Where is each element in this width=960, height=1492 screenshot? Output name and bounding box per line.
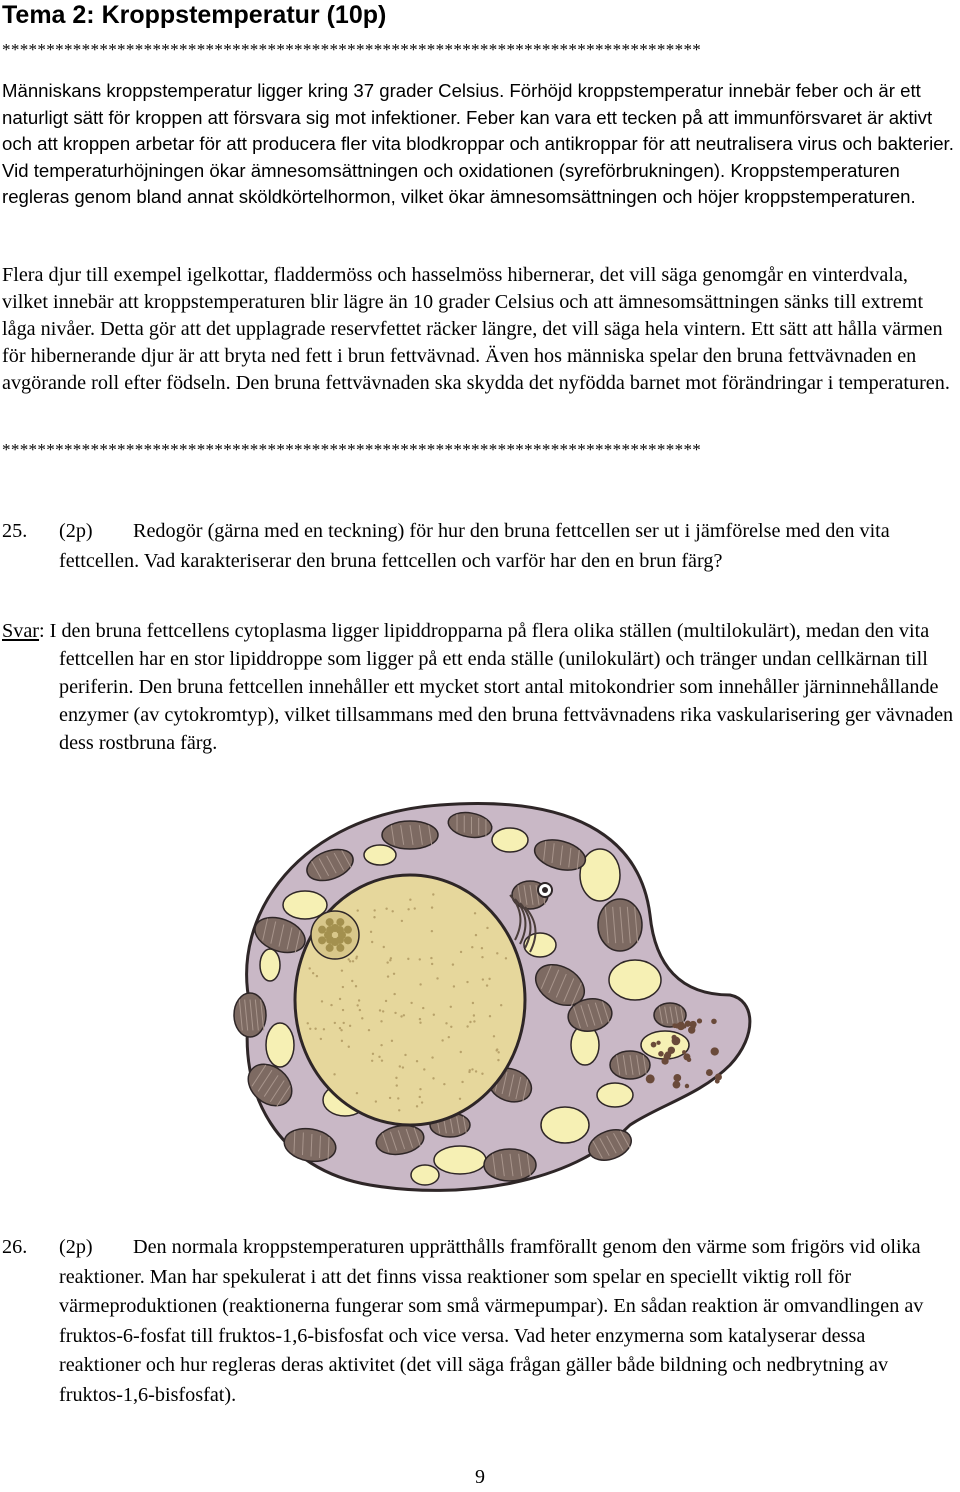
chromatin-dot bbox=[493, 1035, 495, 1037]
chromatin-dot bbox=[321, 1000, 323, 1002]
chromatin-dot bbox=[382, 1010, 384, 1012]
chromatin-dot bbox=[431, 963, 433, 965]
chromatin-dot bbox=[419, 1096, 421, 1098]
tail-granule bbox=[672, 1023, 677, 1028]
chromatin-dot bbox=[430, 957, 432, 959]
page-title: Tema 2: Kroppstemperatur (10p) bbox=[2, 1, 387, 29]
nucleolus-granule bbox=[344, 936, 352, 944]
question-points: (2p) bbox=[59, 520, 93, 542]
chromatin-dot bbox=[334, 1022, 336, 1024]
chromatin-dot bbox=[390, 957, 392, 959]
nucleolus-granule bbox=[326, 918, 334, 926]
chromatin-dot bbox=[371, 1060, 373, 1062]
chromatin-dot bbox=[466, 1025, 468, 1027]
chromatin-dot bbox=[372, 1053, 374, 1055]
chromatin-dot bbox=[407, 908, 409, 910]
nucleolus-granule bbox=[318, 936, 326, 944]
chromatin-dot bbox=[397, 1097, 399, 1099]
answer-body bbox=[2, 617, 957, 757]
tail-granule bbox=[711, 1019, 717, 1025]
chromatin-dot bbox=[373, 916, 375, 918]
nucleolus bbox=[311, 911, 359, 959]
chromatin-dot bbox=[497, 1059, 499, 1061]
answer-text: : I den bruna fettcellens cytoplasma ligger lipiddropparna på flera olika ställen (multilokulärt), medan den vita fettcellen har en stor lipiddroppe som ligger på ett enda ställe (unilokulärt) och tränger undan cellkärnan till periferin. Den bruna fettcellen innehåller ett mycket stort antal mitokondrier som innehåller järninnehållande enzymer (av cytokromtyp), vilket tillsammans med den bruna fettvävnadens rika vaskularisering ger vävnaden dess rostbruna färg. bbox=[39, 620, 954, 754]
question-26 bbox=[2, 1233, 952, 1410]
chromatin-dot bbox=[419, 958, 421, 960]
chromatin-dot bbox=[393, 993, 395, 995]
chromatin-dot bbox=[339, 1027, 341, 1029]
chromatin-dot bbox=[356, 1004, 358, 1006]
chromatin-dot bbox=[445, 1022, 447, 1024]
chromatin-dot bbox=[348, 1046, 350, 1048]
chromatin-dot bbox=[340, 1029, 342, 1031]
nucleolus-granule bbox=[318, 926, 326, 934]
lipid-droplet bbox=[260, 949, 280, 981]
chromatin-dot bbox=[461, 1081, 463, 1083]
question-points: (2p) bbox=[59, 1236, 93, 1258]
chromatin-dot bbox=[342, 986, 344, 988]
chromatin-dot bbox=[381, 1059, 383, 1061]
tail-granule bbox=[715, 1079, 720, 1084]
cell-drawing bbox=[210, 795, 770, 1200]
tail-granule bbox=[658, 1051, 664, 1057]
chromatin-dot bbox=[398, 1109, 400, 1111]
chromatin-dot bbox=[394, 1012, 396, 1014]
chromatin-dot bbox=[416, 1105, 418, 1107]
chromatin-dot bbox=[473, 1014, 475, 1016]
chromatin-dot bbox=[496, 1048, 498, 1050]
chromatin-dot bbox=[385, 1000, 387, 1002]
chromatin-dot bbox=[460, 1051, 462, 1053]
chromatin-dot bbox=[391, 910, 393, 912]
tail-granule bbox=[682, 1025, 686, 1029]
chromatin-dot bbox=[481, 1073, 483, 1075]
chromatin-dot bbox=[473, 1020, 475, 1022]
chromatin-dot bbox=[486, 927, 488, 929]
chromatin-dot bbox=[431, 1056, 433, 1058]
chromatin-dot bbox=[416, 1060, 418, 1062]
chromatin-dot bbox=[471, 1068, 473, 1070]
chromatin-dot bbox=[431, 906, 433, 908]
chromatin-dot bbox=[443, 1083, 445, 1085]
chromatin-dot bbox=[359, 1009, 361, 1011]
chromatin-dot bbox=[385, 908, 387, 910]
chromatin-dot bbox=[410, 1002, 412, 1004]
chromatin-dot bbox=[312, 972, 314, 974]
chromatin-dot bbox=[396, 1084, 398, 1086]
chromatin-dot bbox=[469, 1021, 471, 1023]
chromatin-dot bbox=[395, 1077, 397, 1079]
lipid-droplet bbox=[283, 891, 327, 919]
question-text: Den normala kroppstemperaturen upprätthålls framförallt genom den värme som frigörs vid olika reaktioner. Man har spekulerat i att det finns vissa reaktioner som spelar en speciellt viktig roll för värmeproduktionen (reaktionerna fungerar som små värmepumpar). En sådan reaktion är omvandlingen av fruktos-6-fosfat till fruktos-1,6-bisfosfat och vice versa. Vad heter enzymerna som katalyserar dessa reaktioner och hur regleras deras aktivitet (det vill säga frågan gäller både bildning och nedbrytning av fruktos-1,6-bisfosfat). bbox=[59, 1236, 924, 1406]
chromatin-dot bbox=[320, 1038, 322, 1040]
answer-25 bbox=[2, 617, 957, 757]
chromatin-dot bbox=[453, 985, 455, 987]
chromatin-dot bbox=[308, 967, 310, 969]
tail-granule bbox=[682, 1050, 686, 1054]
chromatin-dot bbox=[339, 998, 341, 1000]
chromatin-dot bbox=[471, 946, 473, 948]
chromatin-dot bbox=[368, 1029, 370, 1031]
chromatin-dot bbox=[333, 1073, 335, 1075]
chromatin-dot bbox=[475, 1070, 477, 1072]
chromatin-dot bbox=[323, 1028, 325, 1030]
chromatin-dot bbox=[371, 941, 373, 943]
lipid-droplet bbox=[266, 1023, 294, 1067]
chromatin-dot bbox=[375, 1100, 377, 1102]
chromatin-dot bbox=[452, 963, 454, 965]
chromatin-dot bbox=[419, 983, 421, 985]
chromatin-dot bbox=[314, 1028, 316, 1030]
tail-granule bbox=[661, 1057, 668, 1064]
chromatin-dot bbox=[486, 984, 488, 986]
chromatin-dot bbox=[401, 920, 403, 922]
chromatin-dot bbox=[355, 985, 357, 987]
chromatin-dot bbox=[409, 898, 411, 900]
chromatin-dot bbox=[423, 1068, 425, 1070]
question-number: 26. bbox=[2, 1236, 28, 1258]
chromatin-dot bbox=[421, 1101, 423, 1103]
chromatin-dot bbox=[399, 1065, 401, 1067]
chromatin-dot bbox=[500, 1004, 502, 1006]
question-25 bbox=[2, 517, 952, 576]
chromatin-dot bbox=[386, 961, 388, 963]
chromatin-dot bbox=[450, 1026, 452, 1028]
tail-granule bbox=[646, 1074, 655, 1083]
chromatin-dot bbox=[407, 958, 409, 960]
tail-granule bbox=[711, 1047, 719, 1055]
chromatin-dot bbox=[380, 1044, 382, 1046]
chromatin-dot bbox=[460, 951, 462, 953]
mitochondrion bbox=[234, 993, 266, 1037]
chromatin-dot bbox=[441, 1039, 443, 1041]
chromatin-dot bbox=[431, 930, 433, 932]
chromatin-dot bbox=[481, 947, 483, 949]
chromatin-dot bbox=[343, 1022, 345, 1024]
chromatin-dot bbox=[496, 952, 498, 954]
chromatin-dot bbox=[433, 1014, 435, 1016]
chromatin-dot bbox=[355, 957, 357, 959]
nucleolus-granule bbox=[336, 926, 344, 934]
question-text: Redogör (gärna med en teckning) för hur den bruna fettcellen ser ut i jämförelse med den vita fettcellen. Vad karakteriserar den bruna fettcellen och varför har den en brun färg? bbox=[59, 520, 890, 572]
chromatin-dot bbox=[436, 977, 438, 979]
chromatin-dot bbox=[373, 909, 375, 911]
chromatin-dot bbox=[351, 980, 353, 982]
chromatin-dot bbox=[349, 1025, 351, 1027]
chromatin-dot bbox=[379, 1009, 381, 1011]
tail-granule bbox=[685, 1084, 689, 1088]
chromatin-dot bbox=[400, 1015, 402, 1017]
chromatin-dot bbox=[393, 973, 395, 975]
tail-granule bbox=[656, 1041, 660, 1045]
nucleolus-granule bbox=[336, 918, 344, 926]
chromatin-dot bbox=[378, 1056, 380, 1058]
chromatin-dot bbox=[432, 893, 434, 895]
chromatin-dot bbox=[448, 1036, 450, 1038]
tail-granule bbox=[651, 1042, 657, 1048]
tail-granule bbox=[672, 1037, 681, 1046]
chromatin-dot bbox=[380, 1020, 382, 1022]
chromatin-dot bbox=[482, 978, 484, 980]
intro-paragraph-1: Människans kroppstemperatur ligger kring 37 grader Celsius. Förhöjd kroppstemperatur innebär feber och är ett naturligt sätt för kroppen att försvara sig mot infektioner. Feber kan vara ett tecken på att immunförsvaret är aktivt och att kroppen arbetar för att producera fler vita blodkroppar och antikroppar för att neutralisera virus och bakterier. Vid temperaturhöjningen ökar ämnesomsättningen och oxidationen (syreförbrukningen). Kroppstemperaturen regleras genom bland annat sköldkörtelhormon, vilket ökar ämnesomsättningen och höjer kroppstemperaturen. bbox=[2, 80, 954, 207]
page-number: 9 bbox=[475, 1466, 485, 1488]
chromatin-dot bbox=[505, 957, 507, 959]
lipid-droplet bbox=[411, 1165, 439, 1185]
tail-granule bbox=[673, 1074, 681, 1082]
lipid-droplet bbox=[597, 1083, 633, 1107]
chromatin-dot bbox=[352, 960, 354, 962]
chromatin-dot bbox=[422, 1007, 424, 1009]
vesicle-core bbox=[542, 887, 548, 893]
chromatin-dot bbox=[488, 978, 490, 980]
intro-paragraph-2: Flera djur till exempel igelkottar, fladdermöss och hasselmöss hibernerar, det vill säga genomgår en vinterdvala, vilket innebär att kroppstemperaturen blir lägre än 10 grader Celsius och att ämnesomsättningen sänks till extremt låga nivåer. Detta gör att det upplagrade reservfettet räcker längre, det vill säga hela vintern. Ett sätt att hålla värmen för hibernerande djur är att bryta ned fett i brun fettvävnad. Även hos människa spelar den bruna fettvävnaden en avgörande roll efter födseln. Den bruna fettvävnaden ska skydda det nyfödda barnet mot förändringar i temperaturen. bbox=[2, 264, 950, 394]
lipid-droplet bbox=[364, 845, 396, 865]
chromatin-dot bbox=[474, 912, 476, 914]
chromatin-dot bbox=[383, 946, 385, 948]
answer-label: Svar bbox=[2, 620, 40, 642]
chromatin-dot bbox=[403, 1014, 405, 1016]
chromatin-dot bbox=[309, 1028, 311, 1030]
chromatin-dot bbox=[475, 934, 477, 936]
mitochondrion bbox=[610, 1051, 650, 1079]
lipid-droplet bbox=[492, 828, 528, 852]
mitochondrion bbox=[598, 899, 642, 951]
lipid-droplet bbox=[609, 960, 661, 1000]
tail-granule bbox=[697, 1018, 702, 1023]
lipid-droplet bbox=[580, 849, 620, 901]
chromatin-dot bbox=[330, 1004, 332, 1006]
chromatin-dot bbox=[466, 981, 468, 983]
chromatin-dot bbox=[349, 960, 351, 962]
nucleolus-granule bbox=[326, 944, 334, 952]
separator-top: ******************************************************************************* bbox=[2, 40, 702, 59]
question-number: 25. bbox=[2, 520, 28, 542]
nucleolus-granule bbox=[336, 944, 344, 952]
chromatin-dot bbox=[341, 1040, 343, 1042]
chromatin-dot bbox=[342, 1009, 344, 1011]
chromatin-dot bbox=[432, 1077, 434, 1079]
chromatin-dot bbox=[361, 1017, 363, 1019]
chromatin-dot bbox=[358, 999, 360, 1001]
chromatin-dot bbox=[459, 1098, 461, 1100]
chromatin-dot bbox=[370, 931, 372, 933]
chromatin-dot bbox=[347, 958, 349, 960]
chromatin-dot bbox=[402, 1066, 404, 1068]
tail-granule bbox=[673, 1081, 681, 1089]
chromatin-dot bbox=[414, 907, 416, 909]
lipid-droplet bbox=[434, 1146, 486, 1174]
chromatin-dot bbox=[497, 1051, 499, 1053]
chromatin-dot bbox=[450, 1006, 452, 1008]
chromatin-dot bbox=[419, 1088, 421, 1090]
tail-granule bbox=[688, 1026, 695, 1033]
chromatin-dot bbox=[469, 1069, 471, 1071]
lipid-droplet bbox=[541, 1107, 589, 1143]
chromatin-dot bbox=[357, 909, 359, 911]
chromatin-dot bbox=[391, 1040, 393, 1042]
brown-fat-cell-illustration bbox=[210, 795, 770, 1200]
chromatin-dot bbox=[404, 1054, 406, 1056]
chromatin-dot bbox=[419, 1018, 421, 1020]
chromatin-dot bbox=[356, 1092, 358, 1094]
tail-granule bbox=[665, 1051, 672, 1058]
chromatin-dot bbox=[341, 969, 343, 971]
chromatin-dot bbox=[387, 975, 389, 977]
tail-granule bbox=[706, 1069, 713, 1076]
chromatin-dot bbox=[316, 975, 318, 977]
separator-bottom: ******************************************************************************* bbox=[2, 440, 702, 459]
tail-granule bbox=[683, 1053, 690, 1060]
chromatin-dot bbox=[307, 1022, 309, 1024]
chromatin-dot bbox=[419, 1021, 421, 1023]
chromatin-dot bbox=[472, 1002, 474, 1004]
chromatin-dot bbox=[389, 1097, 391, 1099]
nucleolus-granule bbox=[344, 926, 352, 934]
chromatin-dot bbox=[481, 956, 483, 958]
chromatin-dot bbox=[489, 1015, 491, 1017]
